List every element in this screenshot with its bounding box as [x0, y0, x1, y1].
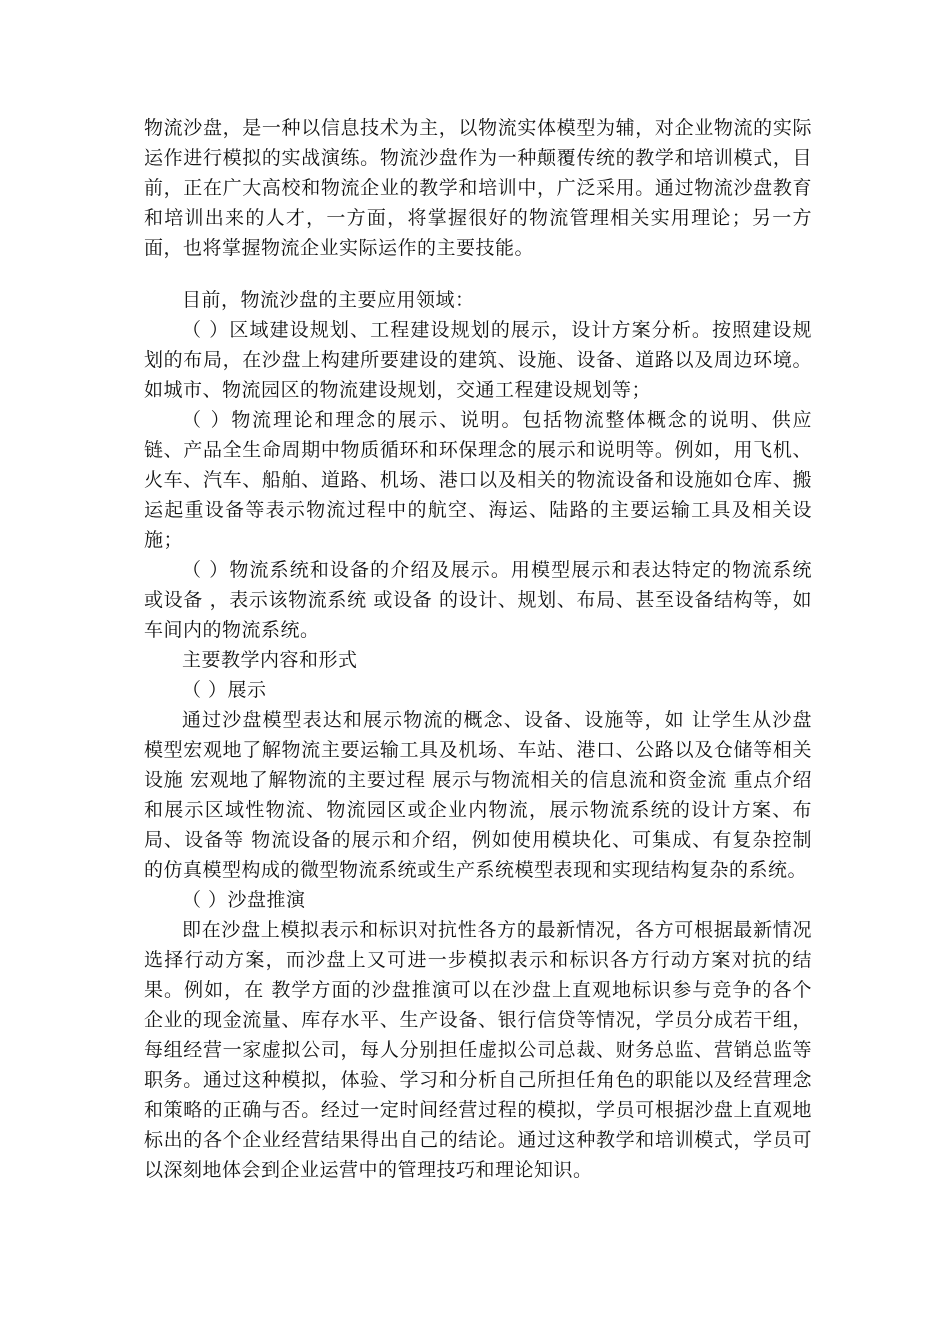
intro-paragraph: 物流沙盘，是一种以信息技术为主，以物流实体模型为辅，对企业物流的实际运作进行模拟的实战演练。物流沙盘作为一种颠覆传统的教学和培训模式，目前，正在广大高校和物流企业的教学和培训中，广泛采用。通过物流沙盘教育和培训出来的人才，一方面，将掌握很好的物流管理相关实用理论；另一方面，也将掌握物流企业实际运作的主要技能。	[144, 117, 812, 259]
application-item-theory: （ ）物流理论和理念的展示、说明。包括物流整体概念的说明、供应链、产品全生命周期中物质循环和环保理念的展示和说明等。例如，用飞机、火车、汽车、船舶、道路、机场、港口以及相关的物流设备和设施如仓库、搬运起重设备等表示物流过程中的航空、海运、陆路的主要运输工具及相关设施；	[144, 409, 812, 551]
section-simulation-heading: （ ）沙盘推演	[182, 889, 306, 911]
teaching-content-heading: 主要教学内容和形式	[182, 649, 358, 671]
section-display-heading: （ ）展示	[182, 679, 267, 701]
application-item-planning: （ ）区域建设规划、工程建设规划的展示，设计方案分析。按照建设规划的布局，在沙盘上构建所要建设的建筑、设施、设备、道路以及周边环境。如城市、物流园区的物流建设规划，交通工程建设规划等；	[144, 319, 812, 401]
application-item-systems: （ ）物流系统和设备的介绍及展示。用模型展示和表达特定的物流系统 或设备 ，表示该物流系统 或设备 的设计、规划、布局、甚至设备结构等，如车间内的物流系统。	[144, 559, 812, 641]
display-paragraph: 通过沙盘模型表达和展示物流的概念、设备、设施等，如 让学生从沙盘模型宏观地了解物流主要运输工具及机场、车站、港口、公路以及仓储等相关设施 宏观地了解物流的主要过程 展示与物流相关的信息流和资金流 重点介绍和展示区域性物流、物流园区或企业内物流，展示物流系统的设计方案、布局、设备等 物流设备的展示和介绍，例如使用模块化、可集成、有复杂控制的仿真模型构成的微型物流系统或生产系统模型表现和实现结构复杂的系统。	[144, 709, 812, 881]
application-areas-heading: 目前，物流沙盘的主要应用领域：	[182, 289, 475, 311]
document-body	[144, 113, 812, 1185]
simulation-paragraph: 即在沙盘上模拟表示和标识对抗性各方的最新情况，各方可根据最新情况选择行动方案，而沙盘上又可进一步模拟表示和标识各方行动方案对抗的结果。例如，在 教学方面的沙盘推演可以在沙盘上直观地标识参与竞争的各个企业的现金流量、库存水平、生产设备、银行信贷等情况，学员分成若干组，每组经营一家虚拟公司，每人分别担任虚拟公司总裁、财务总监、营销总监等职务。通过这种模拟，体验、学习和分析自己所担任角色的职能以及经营理念和策略的正确与否。经过一定时间经营过程的模拟，学员可根据沙盘上直观地标出的各个企业经营结果得出自己的结论。通过这种教学和培训模式，学员可以深刻地体会到企业运营中的管理技巧和理论知识。	[144, 919, 812, 1181]
